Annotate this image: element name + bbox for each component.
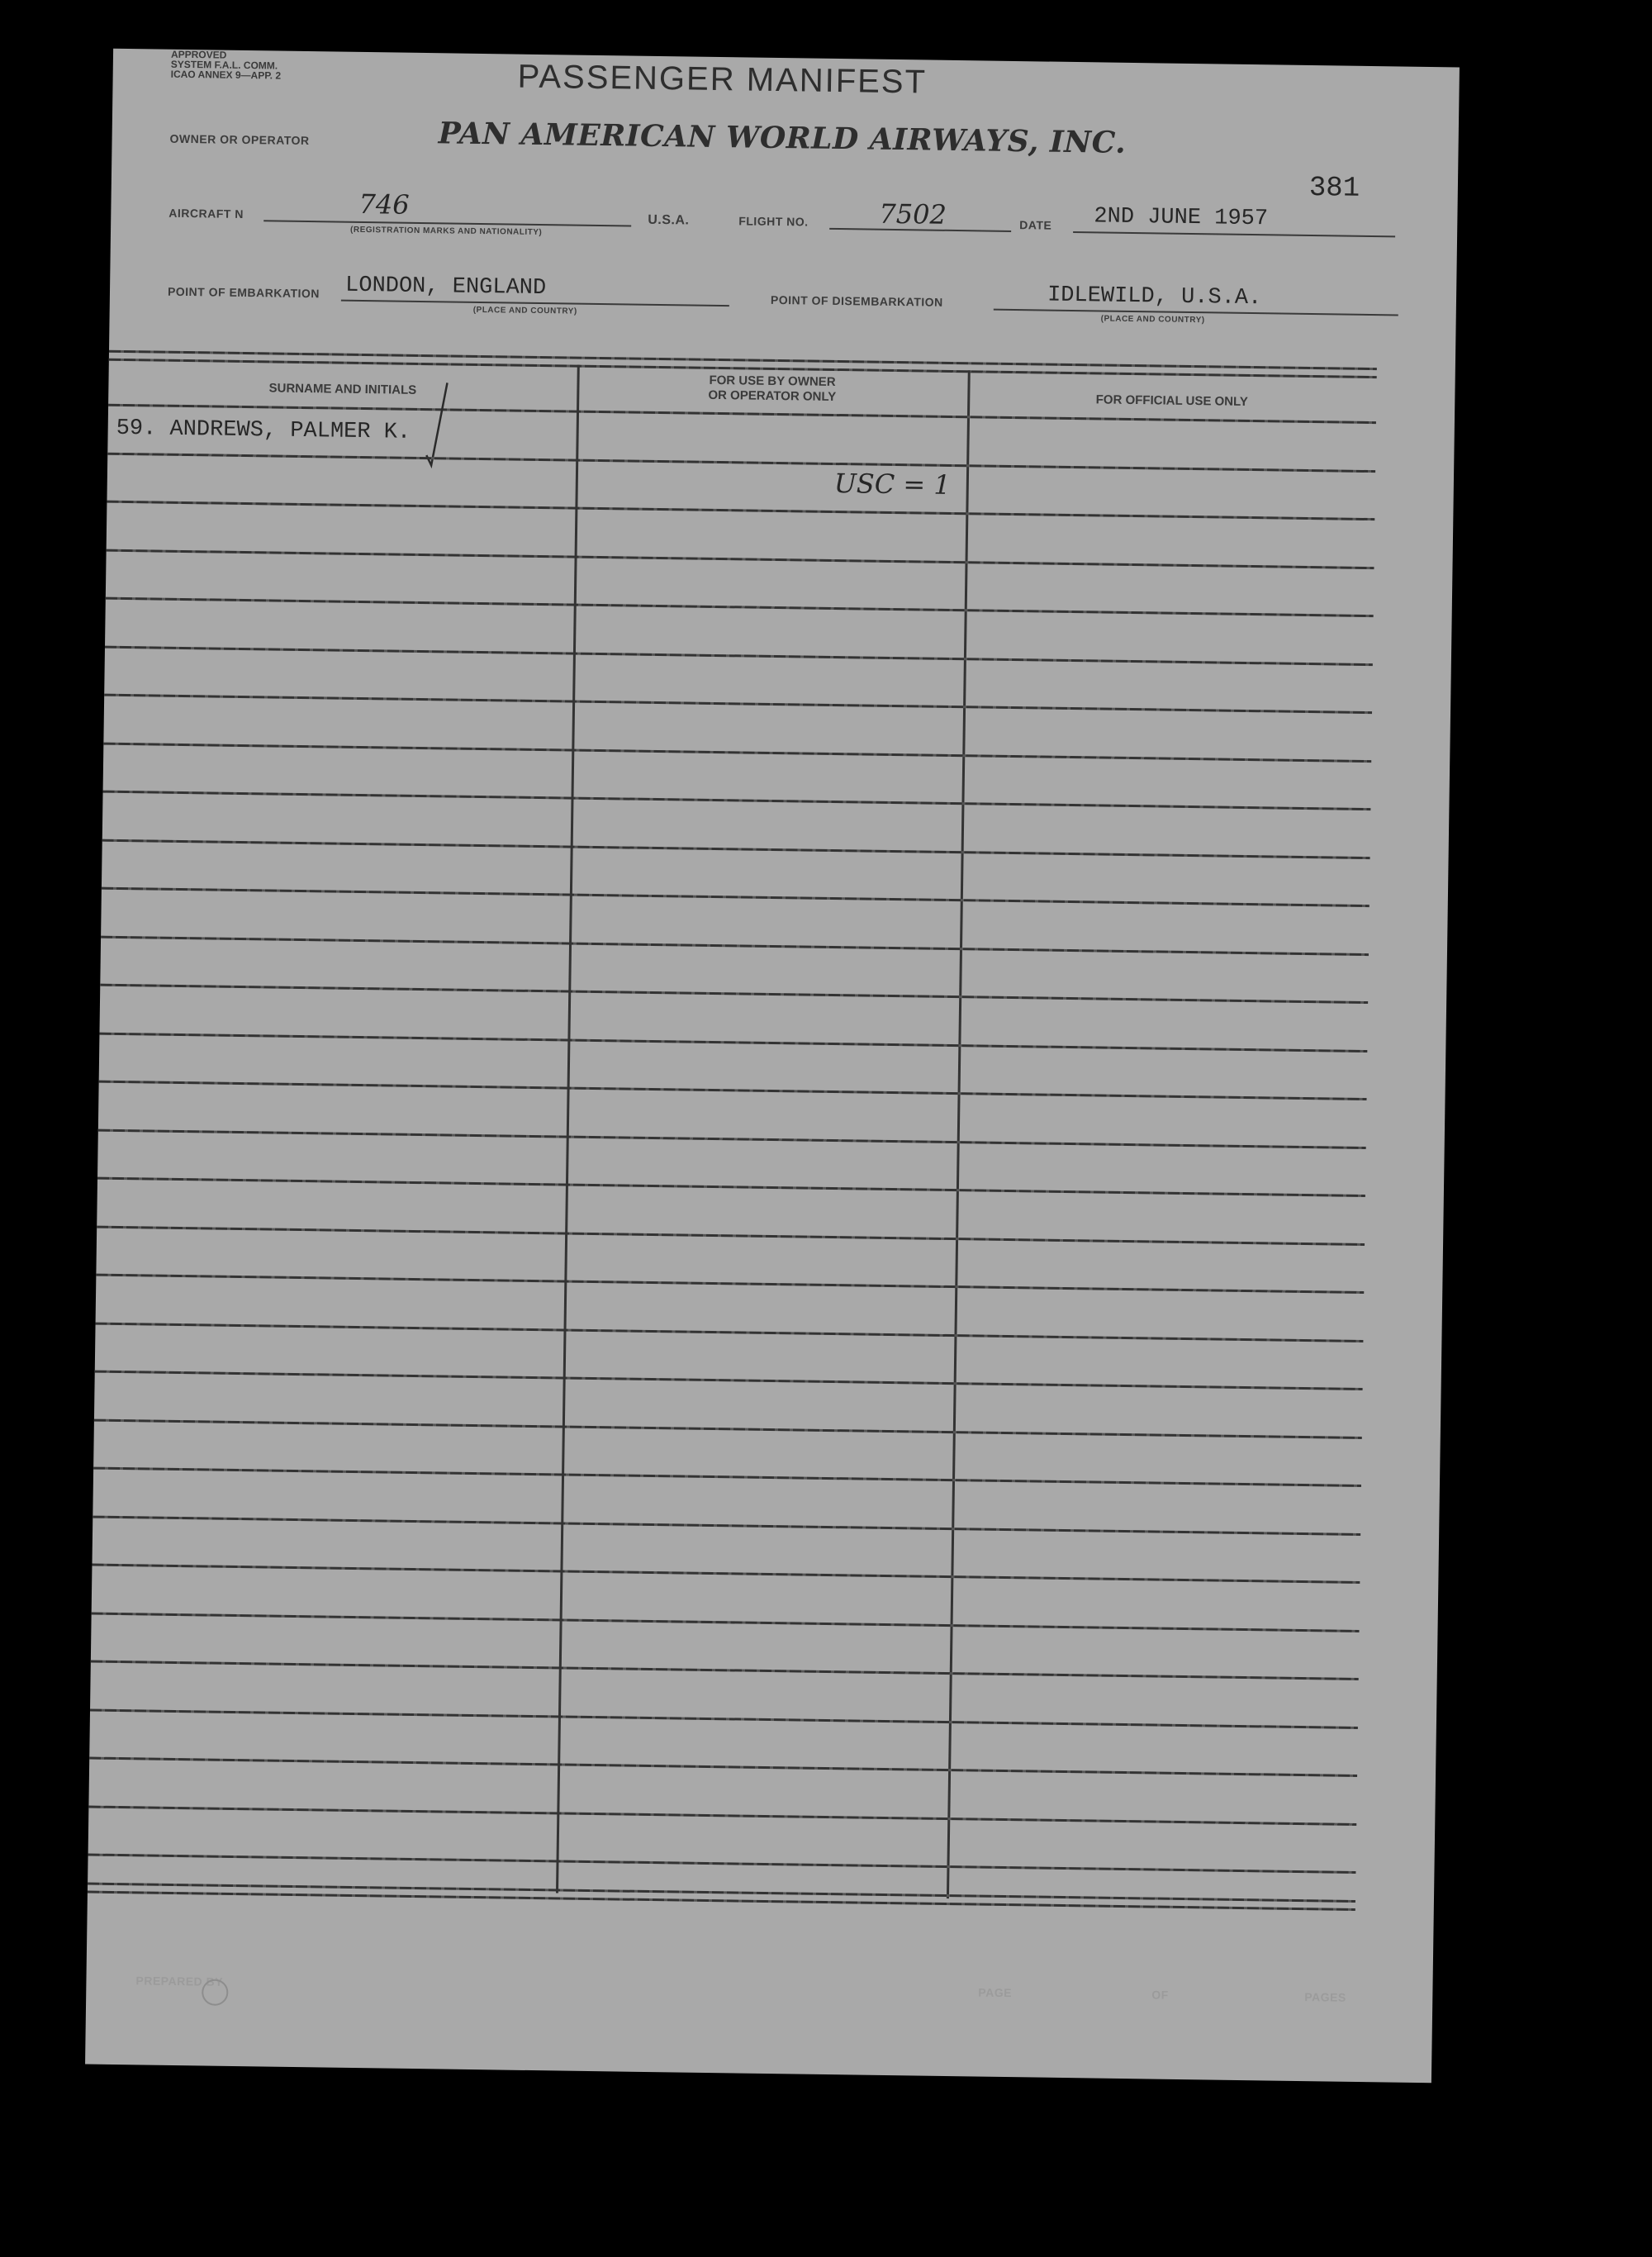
- approval-line-1: APPROVED: [170, 48, 227, 61]
- owner-label: OWNER OR OPERATOR: [169, 131, 310, 148]
- embark-value: LONDON, ENGLAND: [344, 273, 547, 302]
- row-rule: [90, 1708, 1358, 1728]
- manifest-page: [85, 49, 1460, 2084]
- of-word: OF: [1151, 1988, 1169, 2002]
- col-header-surname: SURNAME AND INITIALS: [268, 381, 417, 397]
- page-number: 381: [1308, 172, 1360, 205]
- row-rule: [99, 1081, 1367, 1100]
- row-rule: [96, 1322, 1364, 1342]
- embark-label: POINT OF EMBARKATION: [167, 284, 320, 301]
- row-rule: [97, 1225, 1365, 1245]
- col-header-owner-use: [577, 372, 967, 407]
- disembark-label: POINT OF DISEMBARKATION: [770, 292, 943, 309]
- row-rule: [105, 645, 1373, 665]
- row-rule: [89, 1757, 1357, 1777]
- row-rule: [91, 1661, 1359, 1680]
- col-header-official: FOR OFFICIAL USE ONLY: [1095, 392, 1248, 409]
- prepared-by-label: PREPARED BY: [135, 1974, 224, 1989]
- embark-caption: (PLACE AND COUNTRY): [472, 305, 577, 316]
- column-divider-2: [947, 370, 971, 1898]
- row-rule: [107, 549, 1374, 568]
- row-rule: [102, 887, 1370, 907]
- page-word: PAGE: [978, 1985, 1013, 2000]
- row-rule: [97, 1177, 1365, 1197]
- usa-label: U.S.A.: [648, 212, 690, 228]
- owner-note: USC = 1: [833, 467, 951, 501]
- row-rule: [94, 1418, 1362, 1438]
- approval-line-3: ICAO ANNEX 9—APP. 2: [170, 68, 282, 82]
- aircraft-underline: [263, 220, 631, 226]
- row-rule: [103, 791, 1371, 810]
- row-rule: [92, 1612, 1360, 1632]
- row-rule: [102, 839, 1370, 858]
- row-rule: [98, 1128, 1366, 1148]
- pages-word: PAGES: [1304, 1990, 1346, 2004]
- column-divider-1: [556, 365, 580, 1894]
- union-bug-icon: [202, 1979, 228, 2005]
- approval-block: [171, 50, 282, 81]
- row-rule: [103, 742, 1371, 762]
- date-label: DATE: [1019, 218, 1052, 232]
- passenger-entry: 59. ANDREWS, PALMER K.: [116, 416, 411, 445]
- aircraft-label: AIRCRAFT N: [169, 206, 244, 221]
- date-underline: [1073, 231, 1395, 237]
- manifest-table: [87, 350, 1376, 1937]
- row-rule: [95, 1371, 1363, 1390]
- row-rule: [106, 597, 1374, 617]
- disembark-value: IDLEWILD, U.S.A.: [1047, 283, 1262, 311]
- approval-line-2: SYSTEM F.A.L. COMM.: [170, 58, 278, 72]
- row-rule: [107, 501, 1374, 520]
- row-rule: [99, 1032, 1367, 1052]
- aircraft-value: 746: [358, 188, 410, 221]
- flight-value: 7502: [879, 197, 947, 230]
- row-rule: [93, 1515, 1360, 1535]
- row-rule: [88, 1805, 1356, 1825]
- disembark-caption: (PLACE AND COUNTRY): [1100, 314, 1205, 325]
- owner-value: PAN AMERICAN WORLD AIRWAYS, INC.: [438, 116, 1127, 160]
- row-rule: [107, 452, 1375, 472]
- row-rule: [100, 984, 1368, 1004]
- page-title: PASSENGER MANIFEST: [517, 58, 928, 101]
- row-rule: [92, 1564, 1360, 1584]
- flight-label: FLIGHT NO.: [738, 214, 809, 229]
- row-rule: [96, 1274, 1364, 1294]
- col-header-owner-line-1: FOR USE BY OWNER: [709, 373, 836, 389]
- row-rule: [104, 694, 1372, 714]
- row-rule: [88, 1854, 1356, 1874]
- col-header-owner-line-2: OR OPERATOR ONLY: [708, 387, 837, 404]
- date-value: 2ND JUNE 1957: [1094, 204, 1269, 232]
- row-rule: [101, 935, 1369, 955]
- registration-caption: (REGISTRATION MARKS AND NATIONALITY): [349, 225, 543, 238]
- row-rule: [93, 1467, 1361, 1487]
